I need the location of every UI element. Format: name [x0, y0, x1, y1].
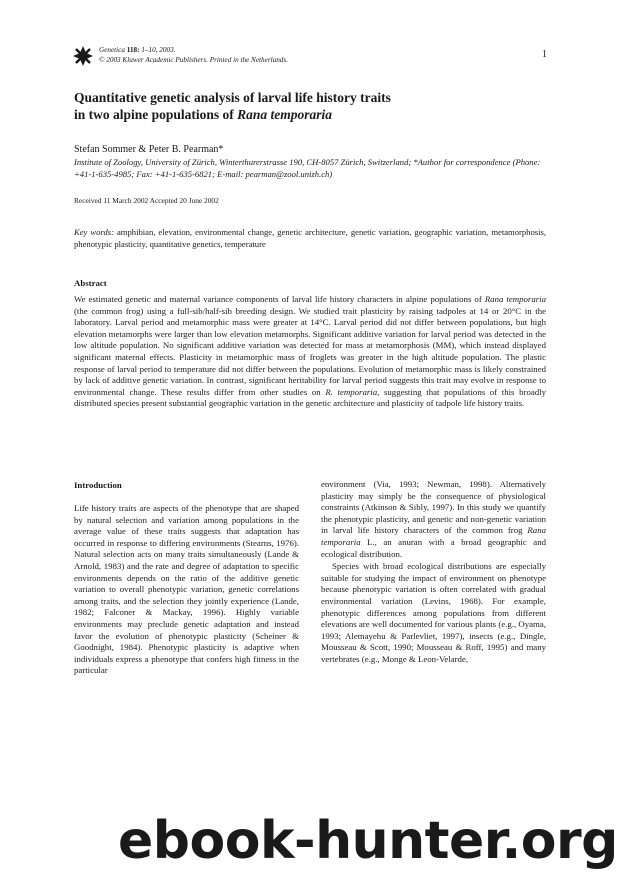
right-column [321, 479, 546, 666]
intro-paragraph-3: Species with broad ecological distributions are especially suitable for studying the impact of environment on phenotype because phenotypic variation is often correlated with gradual environmental variation (Levins, 1968). For example, phenotypic differences among populations from different elevations are well documented for various plants (e.g., Oyama, 1993; Alemayehu & Parlevliet, 1997), insects (e.g., Dingle, Mousseau & Scott, 1990; Mousseau & Roff, 1995) and many vertebrates (e.g., Monge & Leon-Velarde, [321, 561, 546, 664]
left-column [74, 503, 299, 677]
abstract-heading: Abstract [74, 278, 107, 288]
abstract-text-3: , suggesting that populations of this broadly distributed species present substantial geographic variation in the genetic architecture and plasticity of tadpole life history traits. [74, 386, 546, 409]
copyright-line: © 2003 Kluwer Academic Publishers. Printed in the Netherlands. [99, 56, 288, 64]
journal-volume: 118: [126, 46, 140, 54]
abstract-species-1: Rana temporaria [484, 294, 547, 304]
paper-title [74, 89, 544, 123]
intro-text-2b: L., an anuran with a broad geographic and ecological distribution. [321, 536, 546, 559]
keywords-text: amphibian, elevation, environmental change, genetic architecture, genetic variation, geographic variation, metamorphosis, phenotypic plasticity, quantitative genetics, temperature [74, 227, 546, 249]
abstract-text-1: We estimated genetic and maternal variance components of larval life history characters in alpine populations of [74, 294, 485, 304]
intro-paragraph-1: Life history traits are aspects of the phenotype that are shaped by natural selection and variation among populations in the average value of these traits suggests that adaptation has occurred in response to differing environments (Stearns, 1976). Natural selection acts on many traits simultaneously (Lande & Arnold, 1983) and the rate and degree of adaptation to specific environments depends on the ratio of the additive genetic variation to overall phenotypic variation, genetic correlations among traits, and the selection they jointly experience (Lande, 1982; Falconer & Mackay, 1996). Highly variable environments may preclude genetic adaptation and instead favor the evolution of phenotypic plasticity (Scheiner & Goodnight, 1984). Phenotypic plasticity is adaptive when individuals express a phenotype that confers high fitness in the particular [74, 503, 299, 676]
publisher-logo-icon [72, 45, 94, 67]
abstract-species-2: R. temporaria [325, 386, 378, 397]
author-list: Stefan Sommer & Peter B. Pearman* [74, 144, 224, 155]
received-accepted-dates: Received 11 March 2002 Accepted 20 June 2002 [74, 196, 219, 205]
keywords-label: Key words: [74, 227, 114, 237]
affiliation: Institute of Zoology, University of Zürich, Winterthurerstrasse 190, CH-8057 Zürich, Switzerland; *Author for correspondence (Phone: +41-1-635-4985; Fax: +41-1-635-6821; E-mail: pearman@zool.unizh.ch) [74, 157, 541, 179]
intro-text-2a: environment (Via, 1993; Newman, 1998). Alternatively plasticity may simply be the consequence of physiological constraints (Atkinson & Sibly, 1997). In this study we quantify the phenotypic plasticity, and genetic and non-genetic variation in larval life history characters of the common frog [321, 479, 546, 536]
introduction-heading: Introduction [74, 480, 122, 490]
abstract-text-2: (the common frog) using a full-sib/half-sib breeding design. We studied trait plasticity by raising tadpoles at 14 or 20°C in the laboratory. Larval period and metamorphic mass were greater at 14°C. Larval period did not differ between populations, but high elevation metamorphs were larger than low elevation metamorphs. Significant additive variation for larval period was detected in the low altitude population. No significant additive variation was detected for mass at metamorphosis (MM), which instead displayed significant maternal effects. Plasticity in metamorphic mass of froglets was greater in the high altitude population. The plastic response of larval period to temperature did not differ between the populations. Evolution of metamorphic mass is likely constrained by lack of additive genetic variation. In contrast, significant heritability for larval period suggests this trait may evolve in response to environmental change. These results differ from other studies on [74, 305, 546, 397]
keywords [74, 227, 546, 250]
intro-paragraph-2 [321, 479, 546, 560]
journal-header [99, 45, 288, 65]
title-species: Rana temporaria [237, 107, 333, 122]
journal-name: Genetica [99, 46, 125, 54]
title-line-2: in two alpine populations of [74, 107, 238, 122]
abstract-body [74, 294, 546, 410]
intro-species: Rana temporaria [321, 525, 546, 547]
watermark-text: ebook-hunter.org [118, 811, 618, 871]
page-number: 1 [542, 49, 547, 60]
title-line-1: Quantitative genetic analysis of larval life history traits [74, 90, 391, 105]
journal-pages: 1–10, 2003. [139, 46, 176, 54]
